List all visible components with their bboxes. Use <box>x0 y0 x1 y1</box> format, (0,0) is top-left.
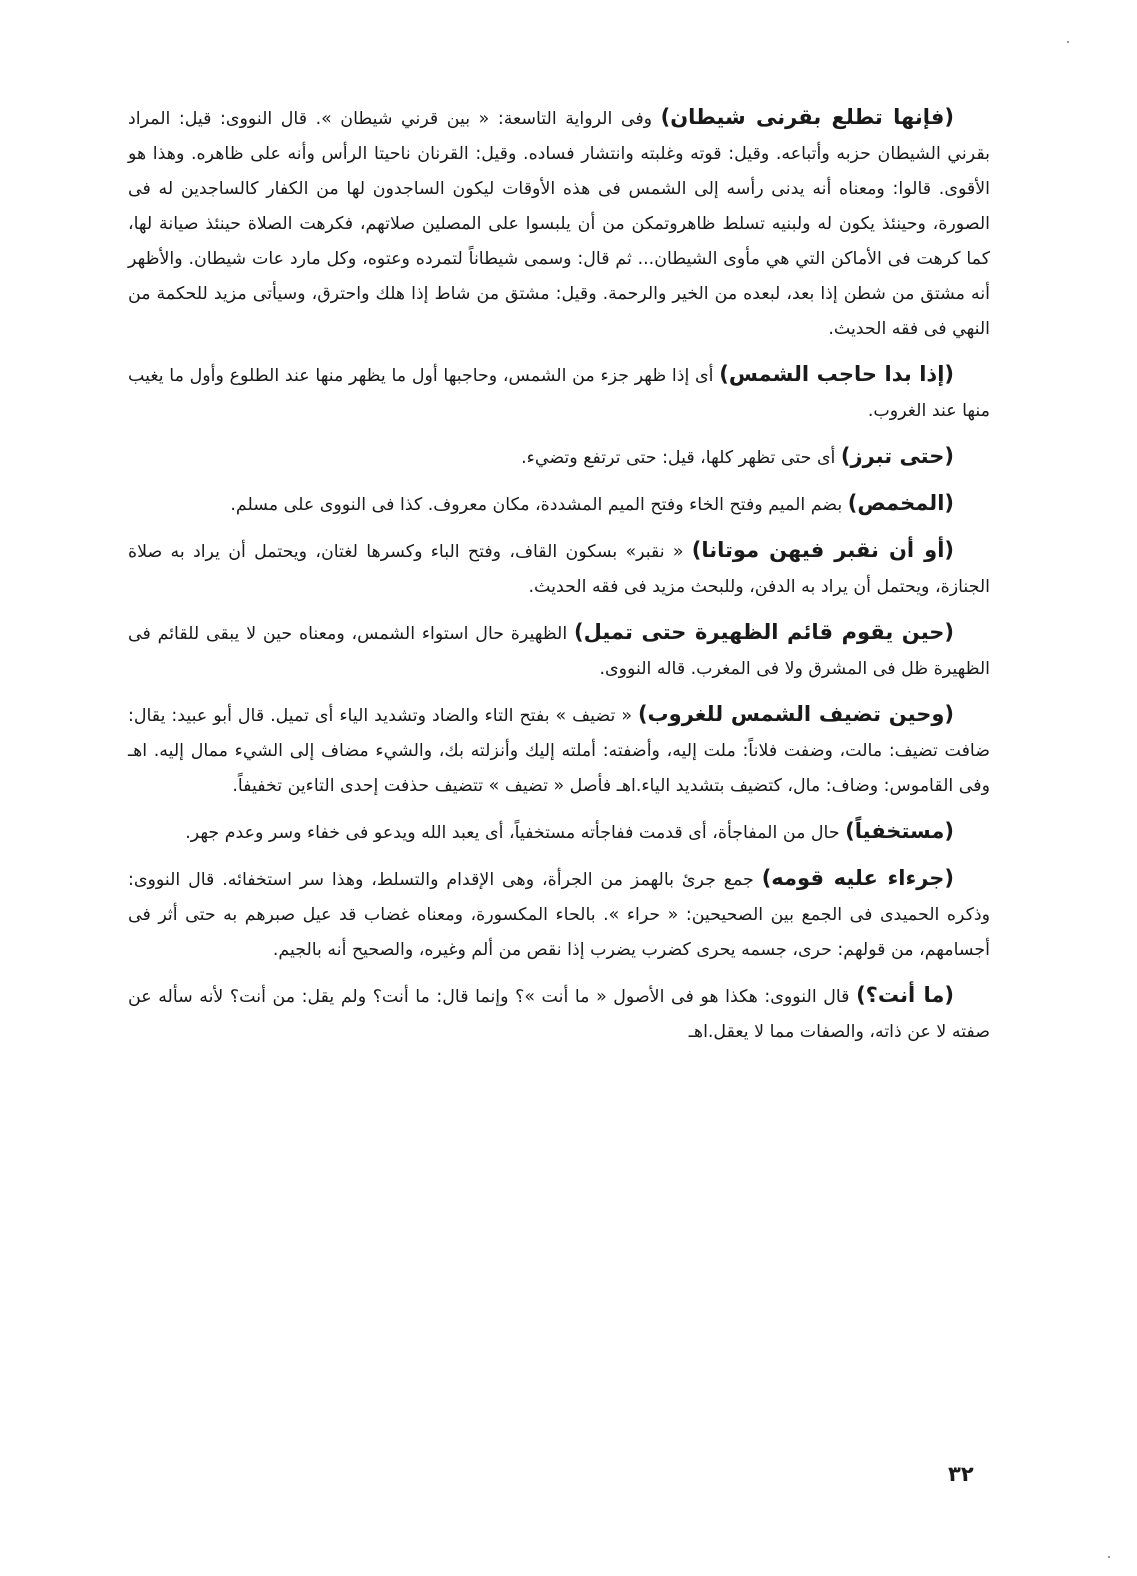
paragraph-qarnay-shaytan <box>128 100 990 347</box>
heading-phrase: (وحين تضيف الشمس للغروب) <box>637 702 954 726</box>
paragraph-text: أى إذا ظهر جزء من الشمس، وحاجبها أول ما يظهر منها عند الطلوع وأول ما يغيب منها عند الغروب. <box>128 366 990 421</box>
paragraph-hatta-tabruz <box>128 439 990 476</box>
paragraph-text: جمع جرئ بالهمز من الجرأة، وهى الإقدام والتسلط، وهذا سر استخفائه. قال النووى: وذكره الحميدى فى الجمع بين الصحيحين: « حراء ». بالحاء المكسورة، ومعناه غضاب قد عيل صبرهم به حتى أثر فى أجسامهم، من قولهم: حرى، جسمه يحرى كضرب يضرب إذا نقص من ألم وغيره، والصحيح أنه بالجيم. <box>128 870 990 960</box>
paragraph-text: أى حتى تظهر كلها، قيل: حتى ترتفع وتضيء. <box>521 448 836 468</box>
paragraph-ma-anta <box>128 978 990 1050</box>
paragraph-text: وفى الرواية التاسعة: « بين قرني شيطان ». قال النووى: قيل: المراد بقرني الشيطان حزبه وأتباعه. وقيل: قوته وغلبته وانتشار فساده. وقيل: القرنان ناحيتا الرأس وأنه على ظاهره. وهذا هو الأقوى. قالوا: ومعناه أنه يدنى رأسه إلى الشمس فى هذه الأوقات ليكون الساجدون لها من الكفار كالساجدين له فى الصورة، وحينئذ يكون له ولبنيه تسلط ظاهروتمكن من أن يلبسوا على المصلين صلاتهم، فكرهت الصلاة حينئذ صيانة لها، كما كرهت فى الأماكن التي هي مأوى الشيطان... ثم قال: وسمى شيطاناً لتمرده وعتوه، وكل مارد عات شيطان. والأظهر أنه مشتق من شطن إذا بعد، لبعده من الخير والرحمة. وقيل: مشتق من شاط إذا هلك واحترق، وسيأتى مزيد للحكمة من النهي فى فقه الحديث. <box>128 109 990 339</box>
scan-speck <box>1067 41 1069 43</box>
paragraph-text: « نقبر» بسكون القاف، وفتح الباء وكسرها لغتان، ويحتمل أن يراد به صلاة الجنازة، ويحتمل أن يراد به الدفن، وللبحث مزيد فى فقه الحديث. <box>128 542 990 597</box>
paragraph-text: الظهيرة حال استواء الشمس، ومعناه حين لا يبقى للقائم فى الظهيرة ظل فى المشرق ولا فى المغرب. قاله النووى. <box>128 624 990 679</box>
paragraph-al-mukhammas <box>128 486 990 523</box>
paragraph-tadayyaf-al-shams <box>128 697 990 804</box>
paragraph-text: قال النووى: هكذا هو فى الأصول « ما أنت »؟ وإنما قال: ما أنت؟ ولم يقل: من أنت؟ لأنه سأله عن صفته لا عن ذاته، والصفات مما لا يعقل.اهـ <box>128 987 990 1042</box>
heading-phrase: (حتى تبرز) <box>840 444 954 468</box>
page-number: ٣٢ <box>948 1462 974 1486</box>
heading-phrase: (أو أن نقبر فيهن موتانا) <box>691 538 955 562</box>
heading-phrase: (حين يقوم قائم الظهيرة حتى تميل) <box>574 620 954 644</box>
heading-phrase: (جرءاء عليه قومه) <box>761 866 954 890</box>
paragraph-jura-a-qawmuh <box>128 861 990 968</box>
heading-phrase: (إذا بدا حاجب الشمس) <box>719 362 955 386</box>
paragraph-text: « تضيف » بفتح التاء والضاد وتشديد الياء أى تميل. قال أبو عبيد: يقال: ضافت تضيف: مالت، وضفت فلاناً: ملت إليه، وأضفته: أملته إليك وأنزلته بك، والشيء مضاف إلى الشيء ممال إليه. اهـ وفى القاموس: وضاف: مال، كتضيف بتشديد الياء.اهـ فأصل « تضيف » تتضيف حذفت إحدى التاءين تخفيفاً. <box>128 706 990 796</box>
paragraph-hajib-al-shams <box>128 357 990 429</box>
scan-speck <box>1108 1556 1110 1558</box>
paragraph-text: حال من المفاجأة، أى قدمت ففاجأته مستخفياً، أى يعبد الله ويدعو فى خفاء وسر وعدم جهر. <box>185 823 840 843</box>
paragraph-qaim-al-zahira <box>128 615 990 687</box>
heading-phrase: (فإنها تطلع بقرنى شيطان) <box>660 105 954 129</box>
paragraph-mustakhfiyan <box>128 814 990 851</box>
heading-phrase: (ما أنت؟) <box>856 983 954 1007</box>
heading-phrase: (مستخفياً) <box>845 819 954 843</box>
page-body <box>128 100 990 1060</box>
paragraph-naqbur-mawtana <box>128 533 990 605</box>
heading-phrase: (المخمص) <box>847 491 954 515</box>
paragraph-text: بضم الميم وفتح الخاء وفتح الميم المشددة، مكان معروف. كذا فى النووى على مسلم. <box>230 495 843 515</box>
